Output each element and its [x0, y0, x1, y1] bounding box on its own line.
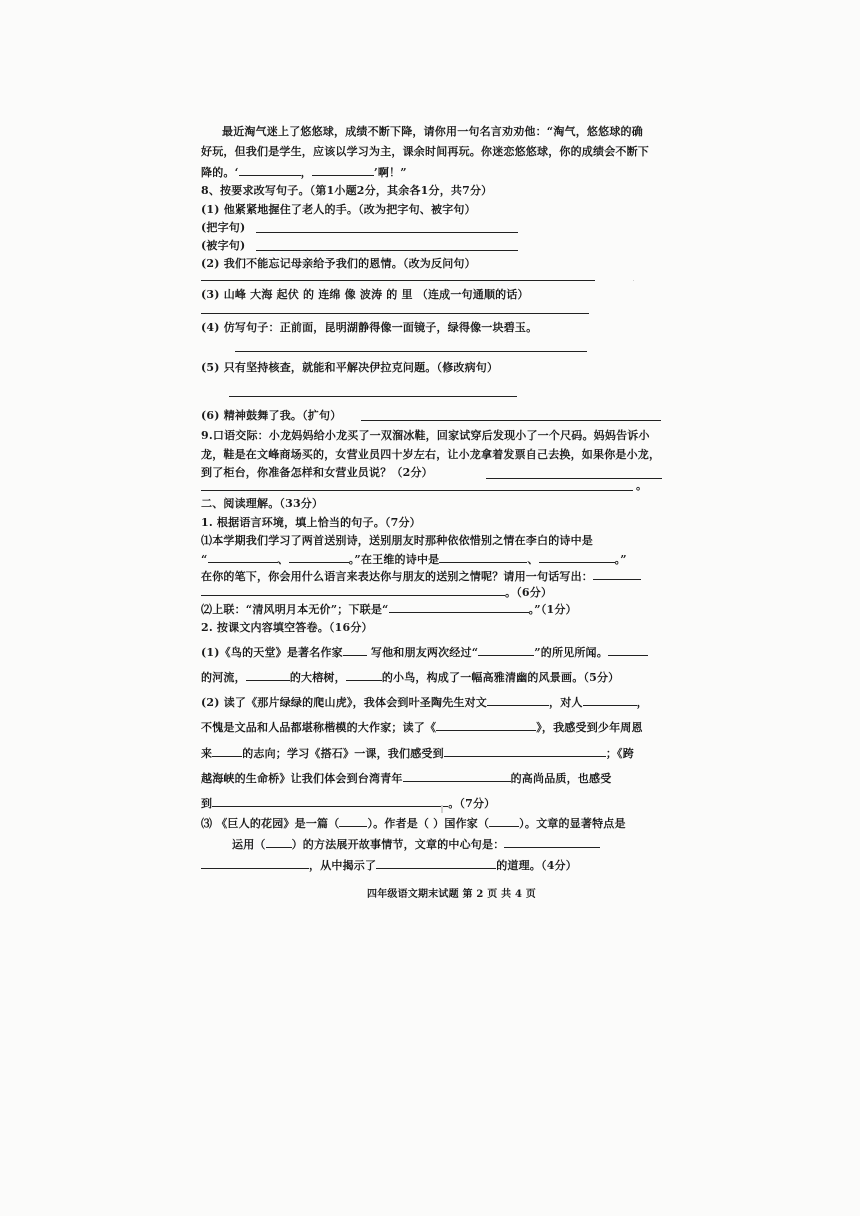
- blank[interactable]: [403, 770, 511, 782]
- question-heading: 2. 按课文内容填空答卷。（16分）: [201, 621, 373, 634]
- text-line: 。: [636, 479, 648, 492]
- answer-line[interactable]: [229, 396, 517, 397]
- blank[interactable]: [439, 551, 527, 563]
- question-heading: 8、按要求改写句子。（第1小题2分，其余各1分，共7分）: [201, 184, 493, 197]
- text-line: 越海峡的生命桥》让我们体会到台湾青年 的高尚品质，也感受: [201, 772, 612, 785]
- answer-line[interactable]: [201, 280, 595, 281]
- text-line: “ 、 。”在王维的诗中是 、 。”: [201, 553, 627, 566]
- blank[interactable]: [504, 836, 600, 848]
- text-line: 不愧是文品和人品都堪称楷模的大作家；读了《 》，我感受到少年周恩: [201, 721, 643, 734]
- blank[interactable]: [212, 795, 448, 807]
- text-line: (被字句): [201, 239, 246, 252]
- text-line: (1)《鸟的天堂》是著名作家 写他和朋友两次经过“ ”的所见所闻。: [201, 644, 648, 660]
- text-line: ⑵上联：“清风明月本无价”；下联是“ 。”（1分）: [201, 603, 577, 616]
- text-line: 9.口语交际：小龙妈妈给小龙买了一双溜冰鞋，回家试穿后发现小了一个尺码。妈妈告诉小: [201, 429, 650, 442]
- blank[interactable]: [583, 694, 637, 706]
- text-line: ⑴本学期我们学习了两首送别诗，送别朋友时那种依依惜别之情在李白的诗中是: [201, 534, 593, 547]
- text-line: 最近淘气迷上了悠悠球，成绩不断下降，请你用一句名言劝劝他：“淘气，悠悠球的确: [222, 125, 643, 138]
- text-line: 。（6分）: [201, 584, 552, 600]
- blank[interactable]: [608, 644, 648, 656]
- blank[interactable]: [539, 551, 615, 563]
- section-heading: 二、阅读理解。（33分）: [201, 497, 324, 510]
- page-footer: 四年级语文期末试题 第 2 页 共 4 页: [367, 889, 537, 900]
- question-heading: 1. 根据语言环境，填上恰当的句子。（7分）: [201, 516, 421, 529]
- text-line: ⑶ 《巨人的花园》是一篇（ ）。作者是（ ）国作家（ ）。文章的显著特点是: [201, 817, 626, 830]
- answer-line[interactable]: [235, 351, 587, 352]
- text-line: 到 。（7分）: [201, 797, 496, 810]
- blank[interactable]: [389, 601, 529, 613]
- blank[interactable]: [289, 551, 349, 563]
- blank[interactable]: [312, 164, 374, 176]
- blank[interactable]: [436, 719, 536, 731]
- blank[interactable]: [246, 669, 290, 681]
- blank[interactable]: [489, 815, 519, 827]
- blank[interactable]: [376, 857, 496, 869]
- blank[interactable]: [593, 568, 641, 580]
- blank[interactable]: [208, 551, 278, 563]
- text-line: 在你的笔下，你会用什么语言来表达你与朋友的送别之情呢？请用一句话写出：: [201, 568, 641, 584]
- blank[interactable]: [478, 644, 534, 656]
- blank[interactable]: [346, 669, 382, 681]
- text-line: (4) 仿写句子：正前面，昆明湖静得像一面镜子，绿得像一块碧玉。: [201, 321, 538, 334]
- text-line: 运用（ ）的方法展开故事情节，文章的中心句是：: [232, 836, 600, 852]
- text-line: (2) 读了《那片绿绿的爬山虎》，我体会到叶圣陶先生对文 ，对人 ，: [201, 696, 648, 709]
- text-line: (1) 他紧紧地握住了老人的手。（改为把字句、被字句）: [201, 203, 476, 216]
- answer-line[interactable]: [201, 490, 633, 491]
- text-line: (6) 精神鼓舞了我。（扩句）: [201, 409, 342, 422]
- text-line: (把字句): [201, 221, 246, 234]
- answer-line[interactable]: [256, 250, 518, 251]
- blank[interactable]: [266, 836, 292, 848]
- scan-artifact: [441, 805, 443, 813]
- blank[interactable]: [212, 745, 242, 757]
- blank[interactable]: [487, 694, 549, 706]
- text-line: 好玩，但我们是学生，应该以学习为主，课余时间再玩。你迷恋悠悠球，你的成绩会不断下: [201, 145, 649, 158]
- blank[interactable]: [444, 745, 606, 757]
- text-line: ，从中揭示了 的道理。（4分）: [201, 857, 577, 873]
- answer-line[interactable]: [256, 232, 518, 233]
- blank[interactable]: [239, 164, 301, 176]
- blank[interactable]: [343, 644, 367, 656]
- text-line: (5) 只有坚持核查，就能和平解决伊拉克问题。（修改病句）: [201, 361, 499, 374]
- text-line: 龙，鞋是在文峰商场买的，女营业员四十岁左右，让小龙拿着发票自己去换，如果你是小龙，: [201, 448, 661, 461]
- text-line: 来 的志向；学习《搭石》一课，我们感受到 ；《跨: [201, 747, 634, 760]
- scan-artifact: [633, 280, 634, 281]
- blank[interactable]: [339, 815, 367, 827]
- text-line: 的河流， 的大榕树， 的小鸟，构成了一幅高雅清幽的风景画。（5分）: [201, 671, 620, 684]
- text-line: 到了柜台，你准备怎样和女营业员说？（2分）: [201, 466, 433, 479]
- blank[interactable]: [201, 584, 505, 596]
- answer-line[interactable]: [201, 313, 589, 314]
- text-line: 降的。‘ ， ’啊！”: [201, 166, 407, 179]
- answer-line[interactable]: [361, 420, 661, 421]
- blank[interactable]: [201, 857, 309, 869]
- text-line: (2) 我们不能忘记母亲给予我们的恩情。（改为反问句）: [201, 257, 476, 270]
- text-line: (3) 山峰 大海 起伏 的 连绵 像 波涛 的 里 （连成一句通顺的话）: [201, 288, 529, 301]
